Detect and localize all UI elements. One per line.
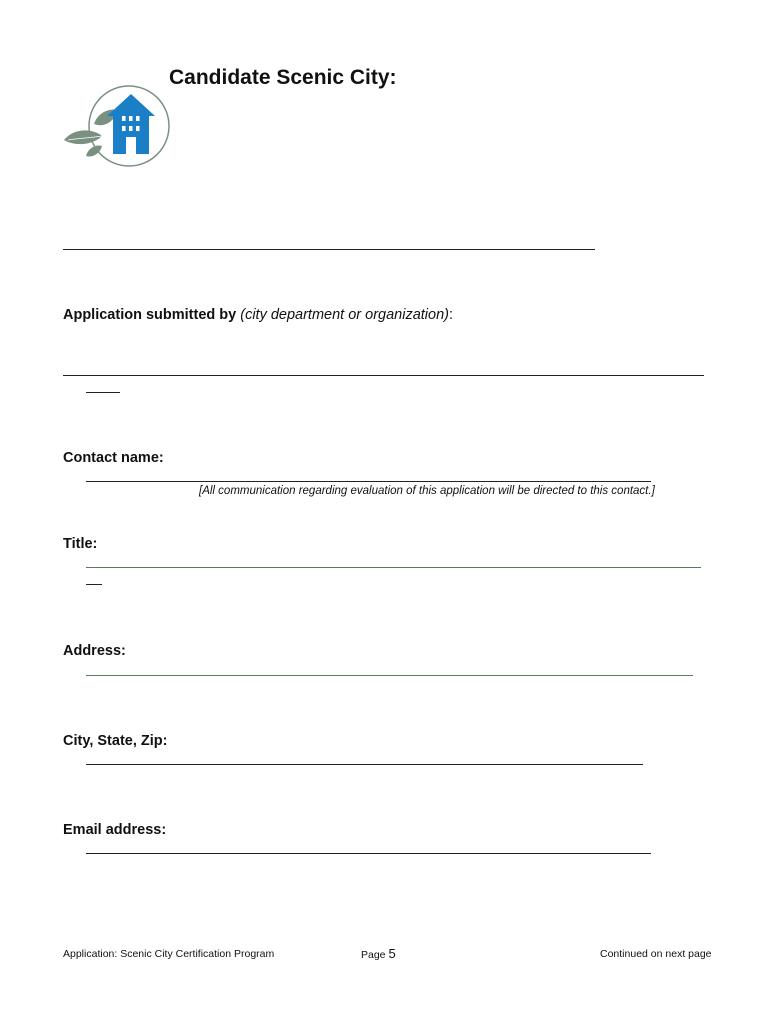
- email-line[interactable]: [86, 853, 651, 854]
- page-label: Page: [361, 949, 386, 961]
- footer-program: Application: Scenic City Certification Program: [63, 948, 275, 960]
- footer-page: [361, 946, 396, 961]
- title-label: Title:: [63, 536, 98, 552]
- city-state-zip-label: City, State, Zip:: [63, 733, 168, 749]
- city-name-line[interactable]: [63, 249, 595, 250]
- city-state-zip-line[interactable]: [86, 764, 643, 765]
- address-label: Address:: [63, 643, 126, 659]
- footer-continued: Continued on next page: [600, 948, 712, 960]
- title-line-continued: [86, 584, 102, 585]
- building-leaf-icon: [60, 84, 172, 170]
- contact-name-note: [All communication regarding evaluation of this application will be directed to this contact.]: [199, 485, 655, 497]
- submitted-by-line[interactable]: [63, 375, 704, 376]
- contact-name-label: Contact name:: [63, 450, 164, 466]
- submitted-by-hint: (city department or organization): [240, 307, 449, 323]
- submitted-by-label: [63, 307, 453, 323]
- title-line[interactable]: [86, 567, 701, 568]
- submitted-by-colon: :: [448, 307, 454, 323]
- email-label: Email address:: [63, 822, 167, 838]
- submitted-by-line-continued: [86, 392, 120, 393]
- page-title: Candidate Scenic City:: [169, 66, 397, 89]
- address-line[interactable]: [86, 675, 693, 676]
- page-number: 5: [388, 946, 396, 961]
- submitted-by-text: Application submitted by: [63, 307, 237, 323]
- contact-name-line[interactable]: [86, 481, 651, 482]
